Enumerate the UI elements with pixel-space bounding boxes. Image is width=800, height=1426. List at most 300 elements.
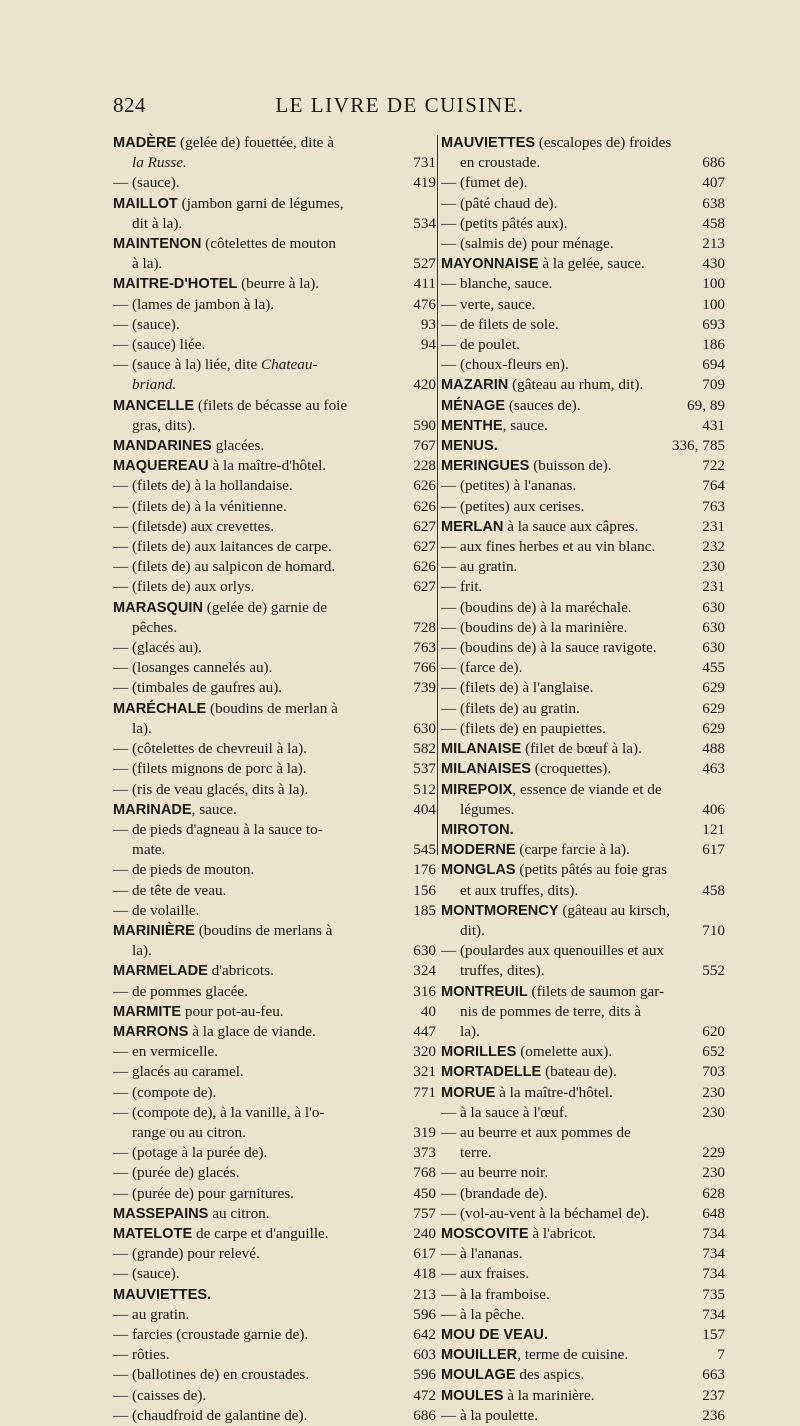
- entry-line: [113, 1406, 436, 1426]
- page-reference: 620: [698, 1022, 725, 1042]
- page-reference: 731: [409, 153, 436, 173]
- page-reference: 771: [409, 1083, 436, 1103]
- page-reference: 230: [698, 557, 725, 577]
- index-entry: [113, 1224, 436, 1244]
- entry-line: [441, 1305, 725, 1325]
- index-entry: [113, 901, 436, 921]
- entry-line: [113, 658, 436, 678]
- entry-text: — verte, sauce.: [441, 295, 536, 313]
- index-entry: [113, 355, 436, 395]
- index-entry: [441, 598, 725, 618]
- entry-text: à la).: [132, 255, 163, 273]
- entry-text: — de pieds de mouton.: [113, 861, 255, 879]
- entry-line: [113, 881, 436, 901]
- entry-text: (bateau de).: [541, 1063, 617, 1081]
- entry-text: (filet de bœuf à la).: [521, 740, 642, 758]
- entry-text: (gelée de) fouettée, dite à: [176, 134, 334, 151]
- index-entry: [441, 295, 725, 315]
- page-reference: 686: [409, 1406, 436, 1426]
- entry-text: mate.: [132, 841, 166, 859]
- page-reference: 627: [409, 577, 436, 597]
- entry-continuation: [113, 618, 436, 638]
- index-entry: [441, 1083, 725, 1103]
- entry-headword: MOUILLER: [441, 1347, 518, 1364]
- page-reference: 237: [698, 1386, 725, 1406]
- entry-continuation: [441, 1022, 725, 1042]
- page-reference: 768: [409, 1163, 436, 1183]
- page-reference: 630: [698, 618, 725, 638]
- entry-line: [441, 840, 725, 860]
- index-entry: [441, 820, 725, 840]
- page-reference: 693: [698, 315, 725, 335]
- entry-text: — (petites) à l'ananas.: [441, 477, 577, 495]
- entry-text: — (compote de), à la vanille, à l'o-: [113, 1103, 325, 1121]
- index-entry: [113, 1204, 436, 1224]
- entry-text: (côtelettes de mouton: [201, 235, 336, 253]
- entry-text: — (petits pâtés aux).: [441, 214, 568, 232]
- page-reference: 431: [698, 416, 725, 436]
- entry-text: (escalopes de) froides: [535, 134, 672, 151]
- page-reference: 336, 785: [668, 436, 725, 456]
- entry-line: [113, 396, 436, 416]
- index-entry: [113, 517, 436, 537]
- entry-text: — (potage à la purée de).: [113, 1144, 268, 1162]
- entry-text: (jambon garni de légumes,: [177, 194, 344, 212]
- page-reference: 186: [698, 335, 725, 355]
- page-reference: 629: [698, 699, 725, 719]
- index-entry: [113, 1022, 436, 1042]
- entry-headword: MARINIÈRE: [113, 922, 195, 939]
- entry-headword: MAZARIN: [441, 377, 509, 394]
- entry-continuation: [113, 1123, 436, 1143]
- index-entry: [113, 1264, 436, 1284]
- entry-line: [113, 274, 436, 294]
- entry-line: [113, 1325, 436, 1345]
- page-reference: 764: [698, 476, 725, 496]
- index-entry: [441, 678, 725, 698]
- page-reference: 626: [409, 557, 436, 577]
- entry-text: — (filets de) aux laitances de carpe.: [113, 538, 332, 556]
- index-entry: [441, 194, 725, 214]
- page-reference: 404: [409, 800, 436, 820]
- entry-text: (boudins de merlan à: [206, 699, 338, 717]
- entry-text: — (boudins de) à la sauce ravigote.: [441, 639, 657, 657]
- page-reference: 185: [409, 901, 436, 921]
- entry-line: [441, 719, 725, 739]
- page-reference: 652: [698, 1042, 725, 1062]
- index-entry: [113, 921, 436, 961]
- entry-text: — (chaudfroid de galantine de).: [113, 1406, 308, 1424]
- entry-headword: MERLAN: [441, 518, 504, 535]
- entry-line: [441, 1042, 725, 1062]
- page-reference: 156: [409, 881, 436, 901]
- index-entry: [441, 517, 725, 537]
- entry-text: — (sauce).: [113, 174, 180, 192]
- column-divider: [437, 135, 438, 855]
- entry-line: [113, 759, 436, 779]
- index-entry: [441, 618, 725, 638]
- entry-line: [113, 577, 436, 597]
- entry-line: [441, 901, 725, 921]
- entry-continuation: [113, 840, 436, 860]
- index-entry: [441, 436, 725, 456]
- index-entry: [113, 1244, 436, 1264]
- page-reference: 552: [698, 961, 725, 981]
- entry-line: [113, 1143, 436, 1163]
- entry-headword: MARRONS: [113, 1023, 189, 1040]
- page-reference: 121: [698, 820, 725, 840]
- page-reference: 630: [698, 638, 725, 658]
- entry-text: à la maître-d'hôtel.: [208, 457, 327, 475]
- entry-line: [113, 355, 436, 375]
- entry-text: pour pot-au-feu.: [181, 1002, 284, 1020]
- index-entry: [441, 173, 725, 193]
- page-reference: 157: [698, 1325, 725, 1345]
- entry-text: — à la framboise.: [441, 1285, 550, 1303]
- entry-text: — de filets de sole.: [441, 315, 559, 333]
- entry-text: — au beurre et aux pommes de: [441, 1123, 631, 1141]
- page-reference: 230: [698, 1083, 725, 1103]
- entry-line: [441, 1285, 725, 1305]
- entry-text: — (boudins de) à la marinière.: [441, 618, 628, 636]
- entry-text: — de pommes glacée.: [113, 982, 248, 1000]
- entry-continuation: [441, 1143, 725, 1163]
- page-reference: 228: [409, 456, 436, 476]
- page-reference: 757: [409, 1204, 436, 1224]
- entry-headword: MARMITE: [113, 1003, 182, 1020]
- entry-line: [441, 517, 725, 537]
- entry-text: — à la sauce à l'œuf.: [441, 1103, 568, 1121]
- index-entry: [441, 941, 725, 981]
- entry-line: [113, 335, 436, 355]
- entry-text: — (ris de veau glacés, dits à la).: [113, 780, 309, 798]
- entry-text: , essence de viande et de: [512, 780, 662, 798]
- entry-text: — de volaille.: [113, 901, 200, 919]
- entry-text: truffes, dites).: [460, 962, 545, 980]
- entry-headword: MÉNAGE: [441, 397, 506, 414]
- page-reference: 321: [409, 1062, 436, 1082]
- entry-line: [441, 658, 725, 678]
- entry-line: [113, 194, 436, 214]
- index-entry: [441, 1103, 725, 1123]
- entry-text: légumes.: [460, 800, 515, 818]
- page-reference: 694: [698, 355, 725, 375]
- entry-text: (gâteau au rhum, dit).: [508, 376, 644, 394]
- page-reference: 463: [698, 759, 725, 779]
- entry-line: [441, 1365, 725, 1385]
- entry-text: dit).: [460, 921, 485, 939]
- page-reference: 229: [698, 1143, 725, 1163]
- entry-text: — (caisses de).: [113, 1386, 207, 1404]
- entry-headword: MOSCOVITE: [441, 1225, 529, 1242]
- entry-line: [113, 557, 436, 577]
- entry-line: [113, 1042, 436, 1062]
- index-entry: [113, 173, 436, 193]
- page-reference: 734: [698, 1244, 725, 1264]
- index-entry: [441, 476, 725, 496]
- entry-text: — rôties.: [113, 1346, 170, 1364]
- entry-text: — (filets de) au gratin.: [441, 699, 580, 717]
- entry-headword: MOULES: [441, 1387, 504, 1404]
- page-reference: 236: [698, 1406, 725, 1426]
- index-entry: [441, 1406, 725, 1426]
- index-column-right: [441, 133, 725, 1426]
- entry-text: (sauces de).: [505, 396, 581, 414]
- page-reference: 722: [698, 456, 725, 476]
- entry-text: — à la pêche.: [441, 1305, 525, 1323]
- entry-continuation: [113, 214, 436, 234]
- entry-line: [113, 456, 436, 476]
- entry-line: [441, 1083, 725, 1103]
- index-entry: [441, 1365, 725, 1385]
- entry-text: briand.: [132, 376, 177, 394]
- entry-text: — (choux-fleurs en).: [441, 356, 569, 374]
- entry-text: — à l'ananas.: [441, 1245, 523, 1263]
- index-column-left: [113, 133, 436, 1426]
- page-reference: 763: [409, 638, 436, 658]
- entry-continuation: [441, 1002, 725, 1022]
- entry-line: [113, 1083, 436, 1103]
- index-entry: [441, 1386, 725, 1406]
- page-reference: 648: [698, 1204, 725, 1224]
- index-entry: [113, 133, 436, 173]
- entry-text: — aux fines herbes et au vin blanc.: [441, 538, 656, 556]
- entry-line: [441, 1163, 725, 1183]
- page-reference: 734: [698, 1264, 725, 1284]
- entry-text: , sauce.: [502, 416, 548, 434]
- entry-text: — au beurre noir.: [441, 1164, 549, 1182]
- entry-text: au citron.: [208, 1204, 270, 1222]
- entry-continuation: [441, 961, 725, 981]
- entry-text: — (sauce).: [113, 315, 180, 333]
- page-reference: 630: [698, 598, 725, 618]
- entry-headword: MAUVIETTES.: [113, 1286, 212, 1303]
- entry-text: — (grande) pour relevé.: [113, 1245, 260, 1263]
- index-entry: [441, 1244, 725, 1264]
- entry-line: [441, 456, 725, 476]
- entry-text: — (filets de) aux orlys.: [113, 578, 255, 596]
- page-reference: 430: [698, 254, 725, 274]
- index-entry: [113, 1365, 436, 1385]
- index-entry: [113, 759, 436, 779]
- entry-text: Chateau-: [261, 356, 318, 374]
- index-entry: [113, 1143, 436, 1163]
- entry-continuation: [113, 153, 436, 173]
- page-reference: 703: [698, 1062, 725, 1082]
- entry-line: [113, 699, 436, 719]
- entry-headword: MATELOTE: [113, 1225, 193, 1242]
- entry-line: [441, 739, 725, 759]
- index-entry: [441, 537, 725, 557]
- entry-text: (boudins de merlans à: [194, 921, 333, 939]
- entry-text: — (boudins de) à la maréchale.: [441, 598, 632, 616]
- entry-text: à la sauce aux câpres.: [503, 517, 639, 535]
- index-entry: [113, 1184, 436, 1204]
- entry-line: [441, 820, 725, 840]
- entry-line: [441, 1103, 725, 1123]
- entry-headword: MILANAISE: [441, 741, 522, 758]
- page-reference: 630: [409, 719, 436, 739]
- index-entry: [113, 678, 436, 698]
- page-reference: 231: [698, 517, 725, 537]
- entry-text: — (filetsde) aux crevettes.: [113, 517, 275, 535]
- index-entry: [113, 476, 436, 496]
- entry-text: des aspics.: [515, 1366, 585, 1384]
- index-entry: [113, 557, 436, 577]
- page-reference: 663: [698, 1365, 725, 1385]
- entry-line: [441, 982, 725, 1002]
- entry-headword: MANCELLE: [113, 397, 195, 414]
- entry-text: en croustade.: [460, 154, 541, 172]
- index-entry: [113, 1042, 436, 1062]
- index-entry: [441, 1184, 725, 1204]
- entry-text: — (salmis de) pour ménage.: [441, 235, 614, 253]
- page-reference: 512: [409, 780, 436, 800]
- entry-line: [441, 1062, 725, 1082]
- entry-line: [441, 1345, 725, 1365]
- entry-continuation: [441, 800, 725, 820]
- page-reference: 527: [409, 254, 436, 274]
- index-entry: [441, 375, 725, 395]
- page-reference: 324: [409, 961, 436, 981]
- index-entry: [441, 860, 725, 900]
- index-entry: [113, 537, 436, 557]
- page-reference: 626: [409, 497, 436, 517]
- entry-text: — (filets de) en paupiettes.: [441, 719, 606, 737]
- entry-text: (gâteau au kirsch,: [558, 901, 670, 919]
- entry-line: [113, 982, 436, 1002]
- entry-text: — (purée de) pour garnitures.: [113, 1184, 294, 1202]
- entry-continuation: [113, 416, 436, 436]
- index-entry: [113, 598, 436, 638]
- index-entry: [113, 1163, 436, 1183]
- index-entry: [441, 396, 725, 416]
- entry-text: — (côtelettes de chevreuil à la).: [113, 740, 307, 758]
- index-entry: [441, 254, 725, 274]
- index-entry: [113, 638, 436, 658]
- page-reference: 534: [409, 214, 436, 234]
- entry-headword: MONTREUIL: [441, 983, 528, 1000]
- entry-line: [441, 497, 725, 517]
- entry-line: [113, 1264, 436, 1284]
- page-reference: 545: [409, 840, 436, 860]
- page-reference: 767: [409, 436, 436, 456]
- index-entry: [441, 1325, 725, 1345]
- entry-line: [113, 598, 436, 618]
- entry-line: [441, 860, 725, 880]
- page-reference: 617: [409, 1244, 436, 1264]
- entry-line: [113, 800, 436, 820]
- entry-text: glacées.: [211, 437, 265, 455]
- index-entry: [441, 456, 725, 476]
- entry-line: [441, 234, 725, 254]
- entry-text: — (losanges cannelés au).: [113, 659, 273, 677]
- index-entry: [113, 860, 436, 880]
- page-reference: 93: [417, 315, 436, 335]
- entry-text: — (poulardes aux quenouilles et aux: [441, 942, 665, 960]
- index-entry: [441, 1042, 725, 1062]
- index-entry: [113, 820, 436, 860]
- entry-line: [113, 315, 436, 335]
- entry-text: — (filets mignons de porc à la).: [113, 760, 307, 778]
- entry-line: [113, 820, 436, 840]
- index-entry: [113, 295, 436, 315]
- index-entry: [113, 881, 436, 901]
- entry-text: — (sauce à la) liée, dite: [113, 356, 262, 374]
- entry-line: [441, 133, 725, 153]
- page-reference: 373: [409, 1143, 436, 1163]
- page-reference: 728: [409, 618, 436, 638]
- entry-text: — de pieds d'agneau à la sauce to-: [113, 820, 323, 838]
- entry-headword: MANDARINES: [113, 438, 212, 455]
- index-entry: [113, 739, 436, 759]
- page-reference: 458: [698, 881, 725, 901]
- index-entry: [113, 1305, 436, 1325]
- entry-text: dit à la).: [132, 214, 183, 232]
- entry-line: [441, 1264, 725, 1284]
- index-entry: [441, 355, 725, 375]
- entry-line: [441, 375, 725, 395]
- entry-text: — glacés au caramel.: [113, 1063, 244, 1081]
- index-entry: [113, 456, 436, 476]
- entry-text: — en vermicelle.: [113, 1043, 218, 1061]
- running-title: LE LIVRE DE CUISINE.: [275, 93, 525, 117]
- entry-text: — (compote de).: [113, 1083, 217, 1101]
- entry-line: [113, 1062, 436, 1082]
- entry-text: (gelée de) garnie de: [203, 598, 327, 616]
- entry-text: la).: [132, 719, 152, 737]
- entry-text: — blanche, sauce.: [441, 275, 553, 293]
- entry-text: (carpe farcie à la).: [515, 841, 630, 859]
- index-entry: [441, 1123, 725, 1163]
- page-reference: 617: [698, 840, 725, 860]
- entry-line: [113, 1305, 436, 1325]
- entry-line: [113, 1184, 436, 1204]
- entry-headword: MIREPOIX: [441, 781, 513, 798]
- entry-text: — (petites) aux cerises.: [441, 497, 585, 515]
- entry-headword: MORILLES: [441, 1044, 517, 1061]
- entry-headword: MADÈRE: [113, 135, 177, 151]
- entry-line: [113, 173, 436, 193]
- entry-line: [113, 1163, 436, 1183]
- index-entry: [441, 699, 725, 719]
- index-entry: [441, 1204, 725, 1224]
- entry-headword: MAUVIETTES: [441, 135, 536, 151]
- page-reference: 476: [409, 295, 436, 315]
- entry-line: [441, 678, 725, 698]
- entry-text: — de poulet.: [441, 336, 520, 354]
- index-entry: [113, 1002, 436, 1022]
- index-entry: [113, 1062, 436, 1082]
- entry-text: terre.: [460, 1144, 492, 1162]
- entry-text: gras, dits).: [132, 416, 196, 434]
- entry-line: [441, 476, 725, 496]
- index-entry: [441, 1224, 725, 1244]
- page-reference: 40: [417, 1002, 436, 1022]
- page-reference: 596: [409, 1365, 436, 1385]
- page-reference: 230: [698, 1103, 725, 1123]
- entry-line: [441, 1325, 725, 1345]
- index-entry: [441, 759, 725, 779]
- index-entry: [113, 436, 436, 456]
- entry-line: [441, 941, 725, 961]
- entry-line: [113, 537, 436, 557]
- index-entry: [441, 335, 725, 355]
- index-entry: [441, 638, 725, 658]
- entry-text: — (purée de) glacés.: [113, 1164, 240, 1182]
- entry-headword: MAINTENON: [113, 236, 202, 253]
- entry-headword: MARÉCHALE: [113, 700, 207, 717]
